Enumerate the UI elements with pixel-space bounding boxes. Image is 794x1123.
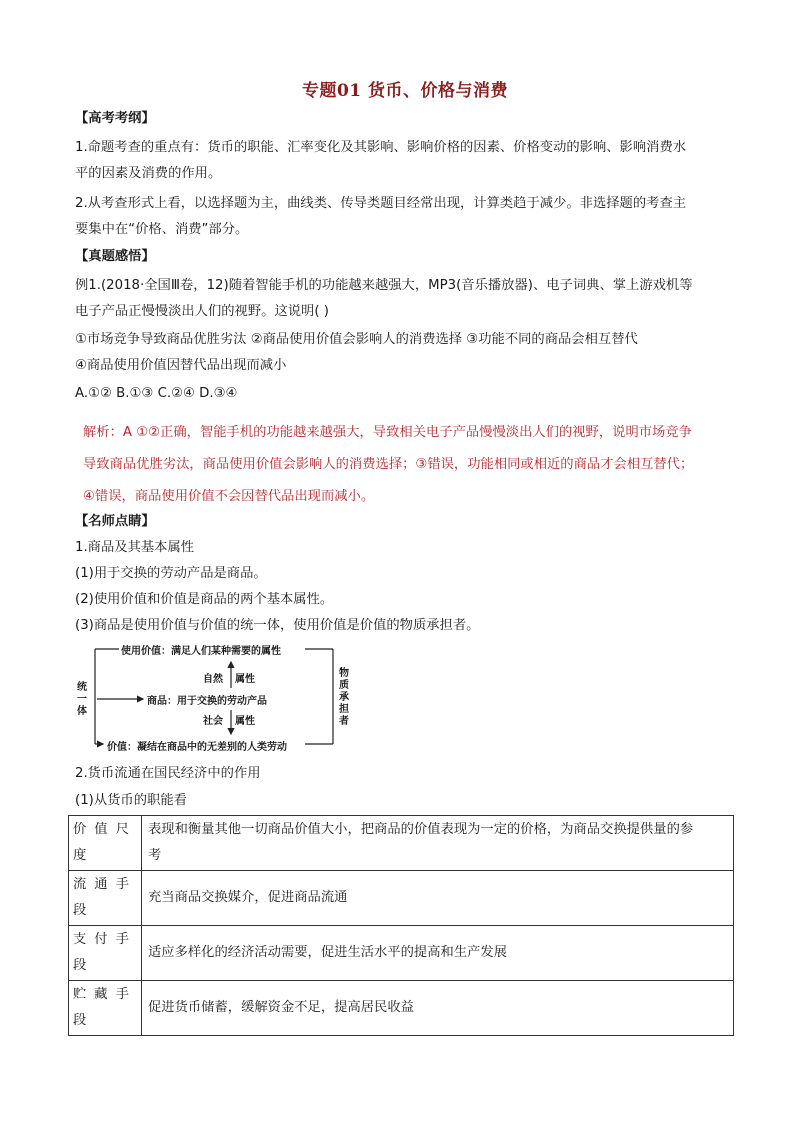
diagram-unity-label: 统 一 体	[77, 682, 87, 717]
section-1-point-1: (1)用于交换的劳动产品是商品。	[75, 566, 267, 581]
function-description-cell: 适应多样化的经济活动需要，促进生活水平的提高和生产发展	[142, 926, 734, 981]
commodity-attributes-diagram	[75, 640, 365, 752]
section-1-point-3: (3)商品是使用价值与价值的统一体，使用价值是价值的物质承担者。	[75, 618, 480, 633]
diagram-natural-label: 自然	[203, 674, 223, 685]
page-title: 专题01 货币、价格与消费	[301, 81, 509, 101]
outline-paragraph-2-line-2: 要集中在“价格、消费”部分。	[75, 222, 249, 237]
real-question-header: 【真题感悟】	[75, 249, 155, 264]
section-1-title: 1.商品及其基本属性	[75, 540, 195, 555]
example-options-line-2: ④商品使用价值因替代品出现而减小	[75, 358, 287, 373]
analysis-line-2: 导致商品优胜劣汰，商品使用价值会影响人的消费选择；③错误，功能相同或相近的商品才会相互替代；	[83, 457, 694, 472]
function-name-cell: 支付手 段	[69, 926, 142, 981]
function-description-cell: 促进货币储蓄，缓解资金不足，提高居民收益	[142, 981, 734, 1036]
teacher-notes-header: 【名师点睛】	[75, 514, 155, 529]
outline-paragraph-1-line-2: 平的因素及消费的作用。	[75, 166, 222, 181]
diagram-value: 价值：凝结在商品中的无差别的人类劳动	[107, 742, 287, 753]
outline-paragraph-2-line-1: 2.从考查形式上看，以选择题为主，曲线类、传导类题目经常出现，计算类趋于减少。非选择题的考查主	[75, 196, 687, 211]
outline-paragraph-1-line-1: 1.命题考查的重点有：货币的职能、汇率变化及其影响、影响价格的因素、价格变动的影响、影响消费水	[75, 140, 687, 155]
outline-header: 【高考考纲】	[75, 111, 155, 126]
function-name-cell: 流通手 段	[69, 871, 142, 926]
diagram-commodity-center: 商品：用于交换的劳动产品	[147, 696, 267, 707]
table-row	[69, 981, 734, 1036]
function-name-cell: 贮藏手 段	[69, 981, 142, 1036]
diagram-attribute-label-2: 属性	[235, 716, 255, 727]
example-question-line-1: 例1.(2018·全国Ⅲ卷，12)随着智能手机的功能越来越强大，MP3(音乐播放器)、电子词典、掌上游戏机等	[75, 278, 693, 293]
section-2-point-1: (1)从货币的职能看	[75, 793, 187, 808]
table-row	[69, 871, 734, 926]
analysis-line-3: ④错误，商品使用价值不会因替代品出现而减小。	[83, 489, 375, 504]
section-1-point-2: (2)使用价值和价值是商品的两个基本属性。	[75, 592, 334, 607]
section-2-title: 2.货币流通在国民经济中的作用	[75, 766, 261, 781]
example-question-line-2: 电子产品正慢慢淡出人们的视野。这说明( )	[75, 304, 329, 319]
table-row	[69, 926, 734, 981]
function-description-cell: 充当商品交换媒介，促进商品流通	[142, 871, 734, 926]
diagram-attribute-label-1: 属性	[235, 674, 255, 685]
function-description-cell: 表现和衡量其他一切商品价值大小，把商品的价值表现为一定的价格，为商品交换提供量的参 考	[142, 816, 734, 871]
money-functions-table	[68, 815, 734, 1036]
example-choices: A.①② B.①③ C.②④ D.③④	[75, 386, 238, 401]
example-options-line-1: ①市场竞争导致商品优胜劣汰 ②商品使用价值会影响人的消费选择 ③功能不同的商品会相互替代	[75, 332, 638, 347]
diagram-material-bearer-label: 物 质 承 担 者	[339, 668, 349, 727]
diagram-social-label: 社会	[203, 716, 223, 727]
table-row	[69, 816, 734, 871]
diagram-use-value: 使用价值：满足人们某种需要的属性	[121, 646, 281, 657]
analysis-line-1: 解析：A ①②正确，智能手机的功能越来越强大，导致相关电子产品慢慢淡出人们的视野，说明市场竞争	[83, 425, 692, 440]
function-name-cell: 价值尺 度	[69, 816, 142, 871]
